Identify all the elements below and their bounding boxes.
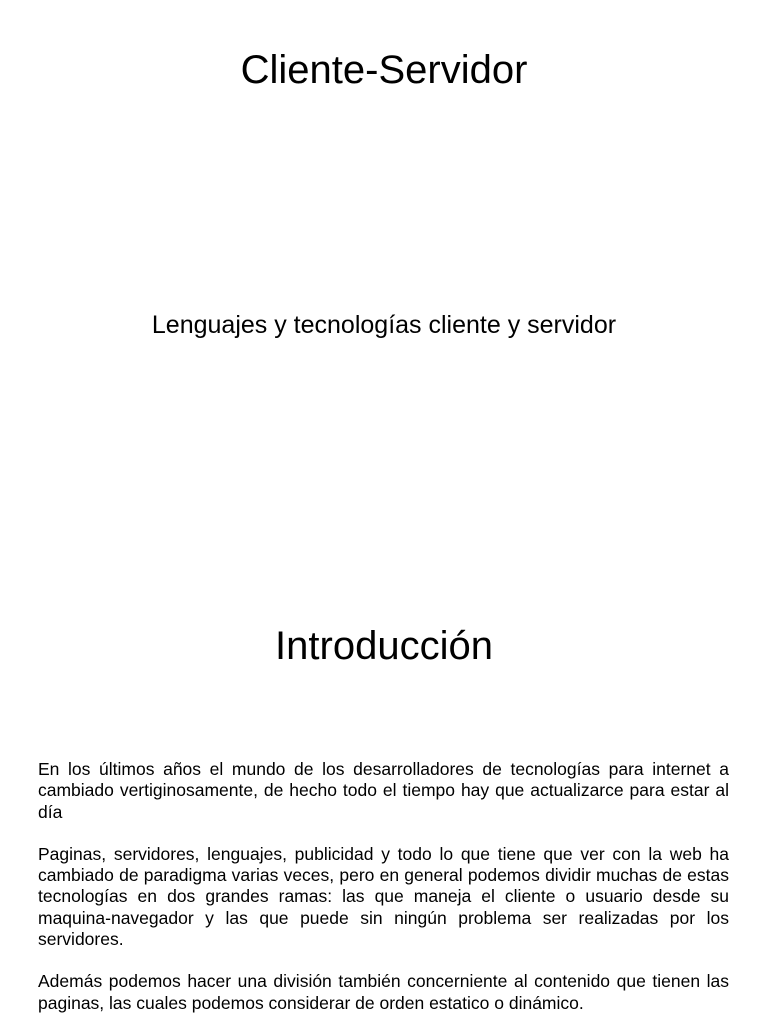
paragraph: Paginas, servidores, lenguajes, publicidad y todo lo que tiene que ver con la web ha cambiado de paradigma varias veces, pero en general podemos dividir muchas de estas tecnologías en dos grandes ramas: las que maneja el cliente o usuario desde su maquina-navegador y las que puede sin ningún problema ser realizadas por los servidores. [38, 843, 729, 950]
body-text [38, 759, 729, 1035]
paragraph: En los últimos años el mundo de los desarrolladores de tecnologías para internet a cambiado vertiginosamente, de hecho todo el tiempo hay que actualizarce para estar al día [38, 759, 729, 822]
paragraph: Además podemos hacer una división también concerniente al contenido que tienen las paginas, las cuales podemos considerar de orden estatico o dinámico. [38, 971, 729, 1013]
section-heading: Introducción [275, 624, 493, 668]
slide-title: Cliente-Servidor [240, 48, 528, 92]
slide-subtitle: Lenguajes y tecnologías cliente y servidor [151, 311, 617, 339]
